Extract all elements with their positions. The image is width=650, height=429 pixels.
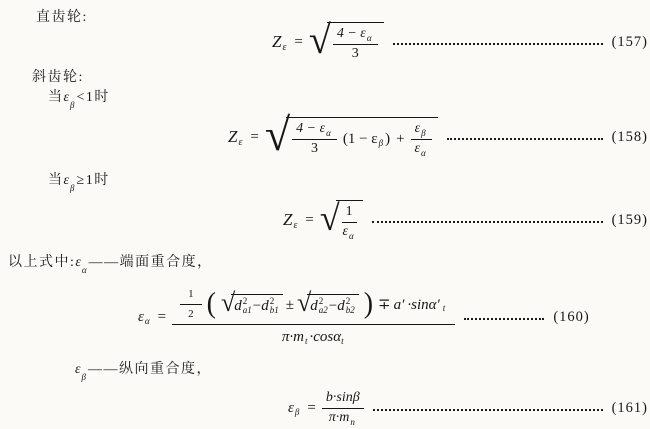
radicand [231, 294, 282, 316]
equation-number-160: (160) [553, 308, 590, 325]
equals-sign: = [305, 211, 314, 228]
fraction-denominator [414, 140, 427, 158]
fraction-denominator: 3 [351, 45, 359, 61]
fraction-denominator [343, 223, 356, 241]
var-epsilon: ε [63, 90, 70, 105]
mid-term-subscript: β [378, 138, 384, 148]
subscript-b1: b1 [269, 305, 279, 315]
dotted-leader [372, 221, 603, 223]
denominator-text: ε [414, 140, 420, 156]
denominator-subscript: n [350, 416, 355, 427]
radical [264, 109, 438, 160]
denominator-subscript: α [349, 230, 354, 241]
superscript-2: 2 [242, 295, 248, 306]
half-numerator: 1 [180, 288, 202, 305]
equation-161 [288, 388, 648, 428]
equation-number-161: (161) [611, 399, 648, 416]
supsub-stack [319, 297, 328, 316]
var-epsilon-alpha: ε [138, 308, 144, 325]
equals-sign: = [157, 308, 167, 325]
equals-sign: = [250, 128, 259, 145]
radical-sign-icon: √ [264, 109, 291, 160]
one-half-fraction [180, 288, 202, 321]
m-subscript: t [304, 335, 308, 346]
var-epsilon-subscript: α [81, 265, 87, 275]
numerator-subscript: α [326, 127, 331, 138]
main-numerator [172, 288, 455, 325]
fraction-157 [333, 26, 378, 63]
label-helical-gear: 斜齿轮: [32, 70, 84, 85]
definition-text: ——纵向重合度， [88, 362, 213, 377]
definition-text: ——端面重合度， [88, 255, 213, 270]
var-epsilon: ε [75, 255, 81, 270]
superscript-2: 2 [269, 295, 275, 306]
denominator-text: π·m [328, 409, 350, 425]
fraction-161 [322, 390, 364, 427]
cos-term-subscript: t [341, 335, 344, 346]
var-d: d [337, 298, 345, 314]
plus-minus-sign: ± [285, 296, 294, 313]
fraction-denominator: 3 [310, 140, 318, 156]
condition-suffix: <1时 [76, 90, 110, 105]
var-Z-subscript: ε [238, 136, 243, 148]
d-b2-squared [337, 297, 356, 316]
var-Z: Z [228, 127, 238, 146]
numerator-subscript: α [366, 32, 372, 43]
radical-sign-icon: √ [308, 17, 331, 62]
equation-number-158: (158) [611, 128, 648, 145]
equals-sign: = [294, 33, 303, 50]
numerator-text: ε [414, 120, 421, 136]
var-epsilon-subscript: β [70, 100, 75, 110]
denominator-text: ε [342, 223, 349, 239]
main-fraction-160 [172, 288, 455, 346]
var-Z: Z [283, 210, 293, 229]
radical-d2 [296, 287, 359, 318]
minus-sign: − [328, 298, 338, 314]
fraction-numerator [292, 121, 337, 140]
equation-160 [138, 284, 648, 350]
minus-plus-sign: ∓ [378, 296, 391, 313]
radical-sign-icon: √ [296, 287, 312, 317]
superscript-2: 2 [318, 295, 324, 306]
equation-158 [228, 110, 648, 164]
var-Z: Z [272, 32, 282, 51]
fraction-158-b [411, 121, 432, 158]
numerator-subscript: β [421, 127, 426, 138]
fraction-159 [342, 204, 357, 241]
equation-number-157: (157) [611, 33, 648, 50]
fraction-numerator: 1 [342, 204, 357, 223]
var-epsilon-subscript: β [81, 372, 87, 382]
numerator-text: 4 − ε [336, 25, 366, 41]
fraction-158-a [292, 121, 337, 158]
close-paren: ) [385, 130, 391, 147]
d-a1-squared [234, 297, 253, 316]
definition-prefix: 以上式中: [8, 255, 76, 270]
equation-157 [272, 17, 648, 62]
var-epsilon: ε [63, 173, 70, 188]
dotted-leader [447, 138, 603, 140]
condition-prefix: 当 [48, 173, 64, 188]
var-epsilon-beta: ε [288, 399, 294, 416]
var-epsilon: ε [75, 362, 81, 377]
subscript-a1: a1 [242, 305, 252, 315]
dotted-leader [393, 43, 603, 45]
main-denominator [282, 325, 346, 346]
subscript-a2: a2 [318, 305, 328, 315]
dotted-leader [464, 318, 544, 320]
supsub-stack [243, 297, 252, 316]
var-d: d [261, 298, 269, 314]
var-epsilon-subscript: β [70, 183, 75, 193]
dotted-leader [373, 409, 603, 411]
cos-alpha-term: ·cosα [309, 329, 342, 346]
definition-eps-beta [75, 358, 213, 382]
sin-term-subscript: t [442, 303, 446, 314]
radical [320, 200, 363, 241]
fraction-denominator [329, 409, 357, 427]
subscript-b2: b2 [345, 305, 355, 315]
radical-sign-icon: √ [220, 287, 236, 317]
radicand [307, 294, 358, 316]
half-denominator: 2 [188, 308, 194, 320]
supsub-stack [346, 297, 355, 316]
label-spur-gear: 直齿轮: [36, 10, 88, 25]
d-a2-squared [310, 297, 329, 316]
sin-alpha-prime-term: ·sinα′ [407, 296, 440, 313]
radical-sign-icon: √ [319, 198, 340, 238]
pi-m-term: π·m [281, 329, 304, 346]
var-Z-subscript: ε [282, 41, 287, 53]
denominator-subscript: α [420, 147, 426, 158]
var-d: d [310, 298, 318, 314]
fraction-numerator: b·sinβ [322, 390, 364, 409]
condition-suffix: ≥1时 [76, 173, 110, 188]
open-paren-term: (1 − ε [342, 130, 378, 147]
fraction-numerator [411, 121, 432, 140]
var-d: d [234, 298, 242, 314]
equals-sign: = [307, 399, 316, 416]
radicand [327, 22, 384, 63]
radical-d1 [220, 287, 283, 318]
numerator-text: 4 − ε [296, 120, 326, 136]
var-epsilon-alpha-subscript: α [144, 316, 150, 326]
var-a-prime: a′ [393, 296, 405, 313]
superscript-2: 2 [345, 295, 351, 306]
equation-number-159: (159) [611, 211, 648, 228]
equation-159 [283, 198, 648, 242]
radical [308, 17, 384, 63]
condition-eps-beta-lt-1 [48, 86, 110, 110]
plus-sign: + [396, 130, 405, 147]
supsub-stack [270, 297, 279, 316]
var-epsilon-beta-subscript: β [294, 407, 300, 417]
var-Z-subscript: ε [293, 219, 298, 231]
condition-prefix: 当 [48, 90, 64, 105]
d-b1-squared [261, 297, 280, 316]
radicand [286, 117, 437, 158]
fraction-numerator [333, 26, 378, 45]
numerator-row: $\frac{1}{2}$ ( √ d 2 a1 − d 2 b1 ± √ d 2 a2 − d 2 b2 ) ∓ a′ ·sinα′ t [180, 288, 447, 321]
condition-eps-beta-ge-1 [48, 169, 110, 193]
minus-sign: − [252, 298, 262, 314]
definition-eps-alpha [8, 251, 213, 275]
